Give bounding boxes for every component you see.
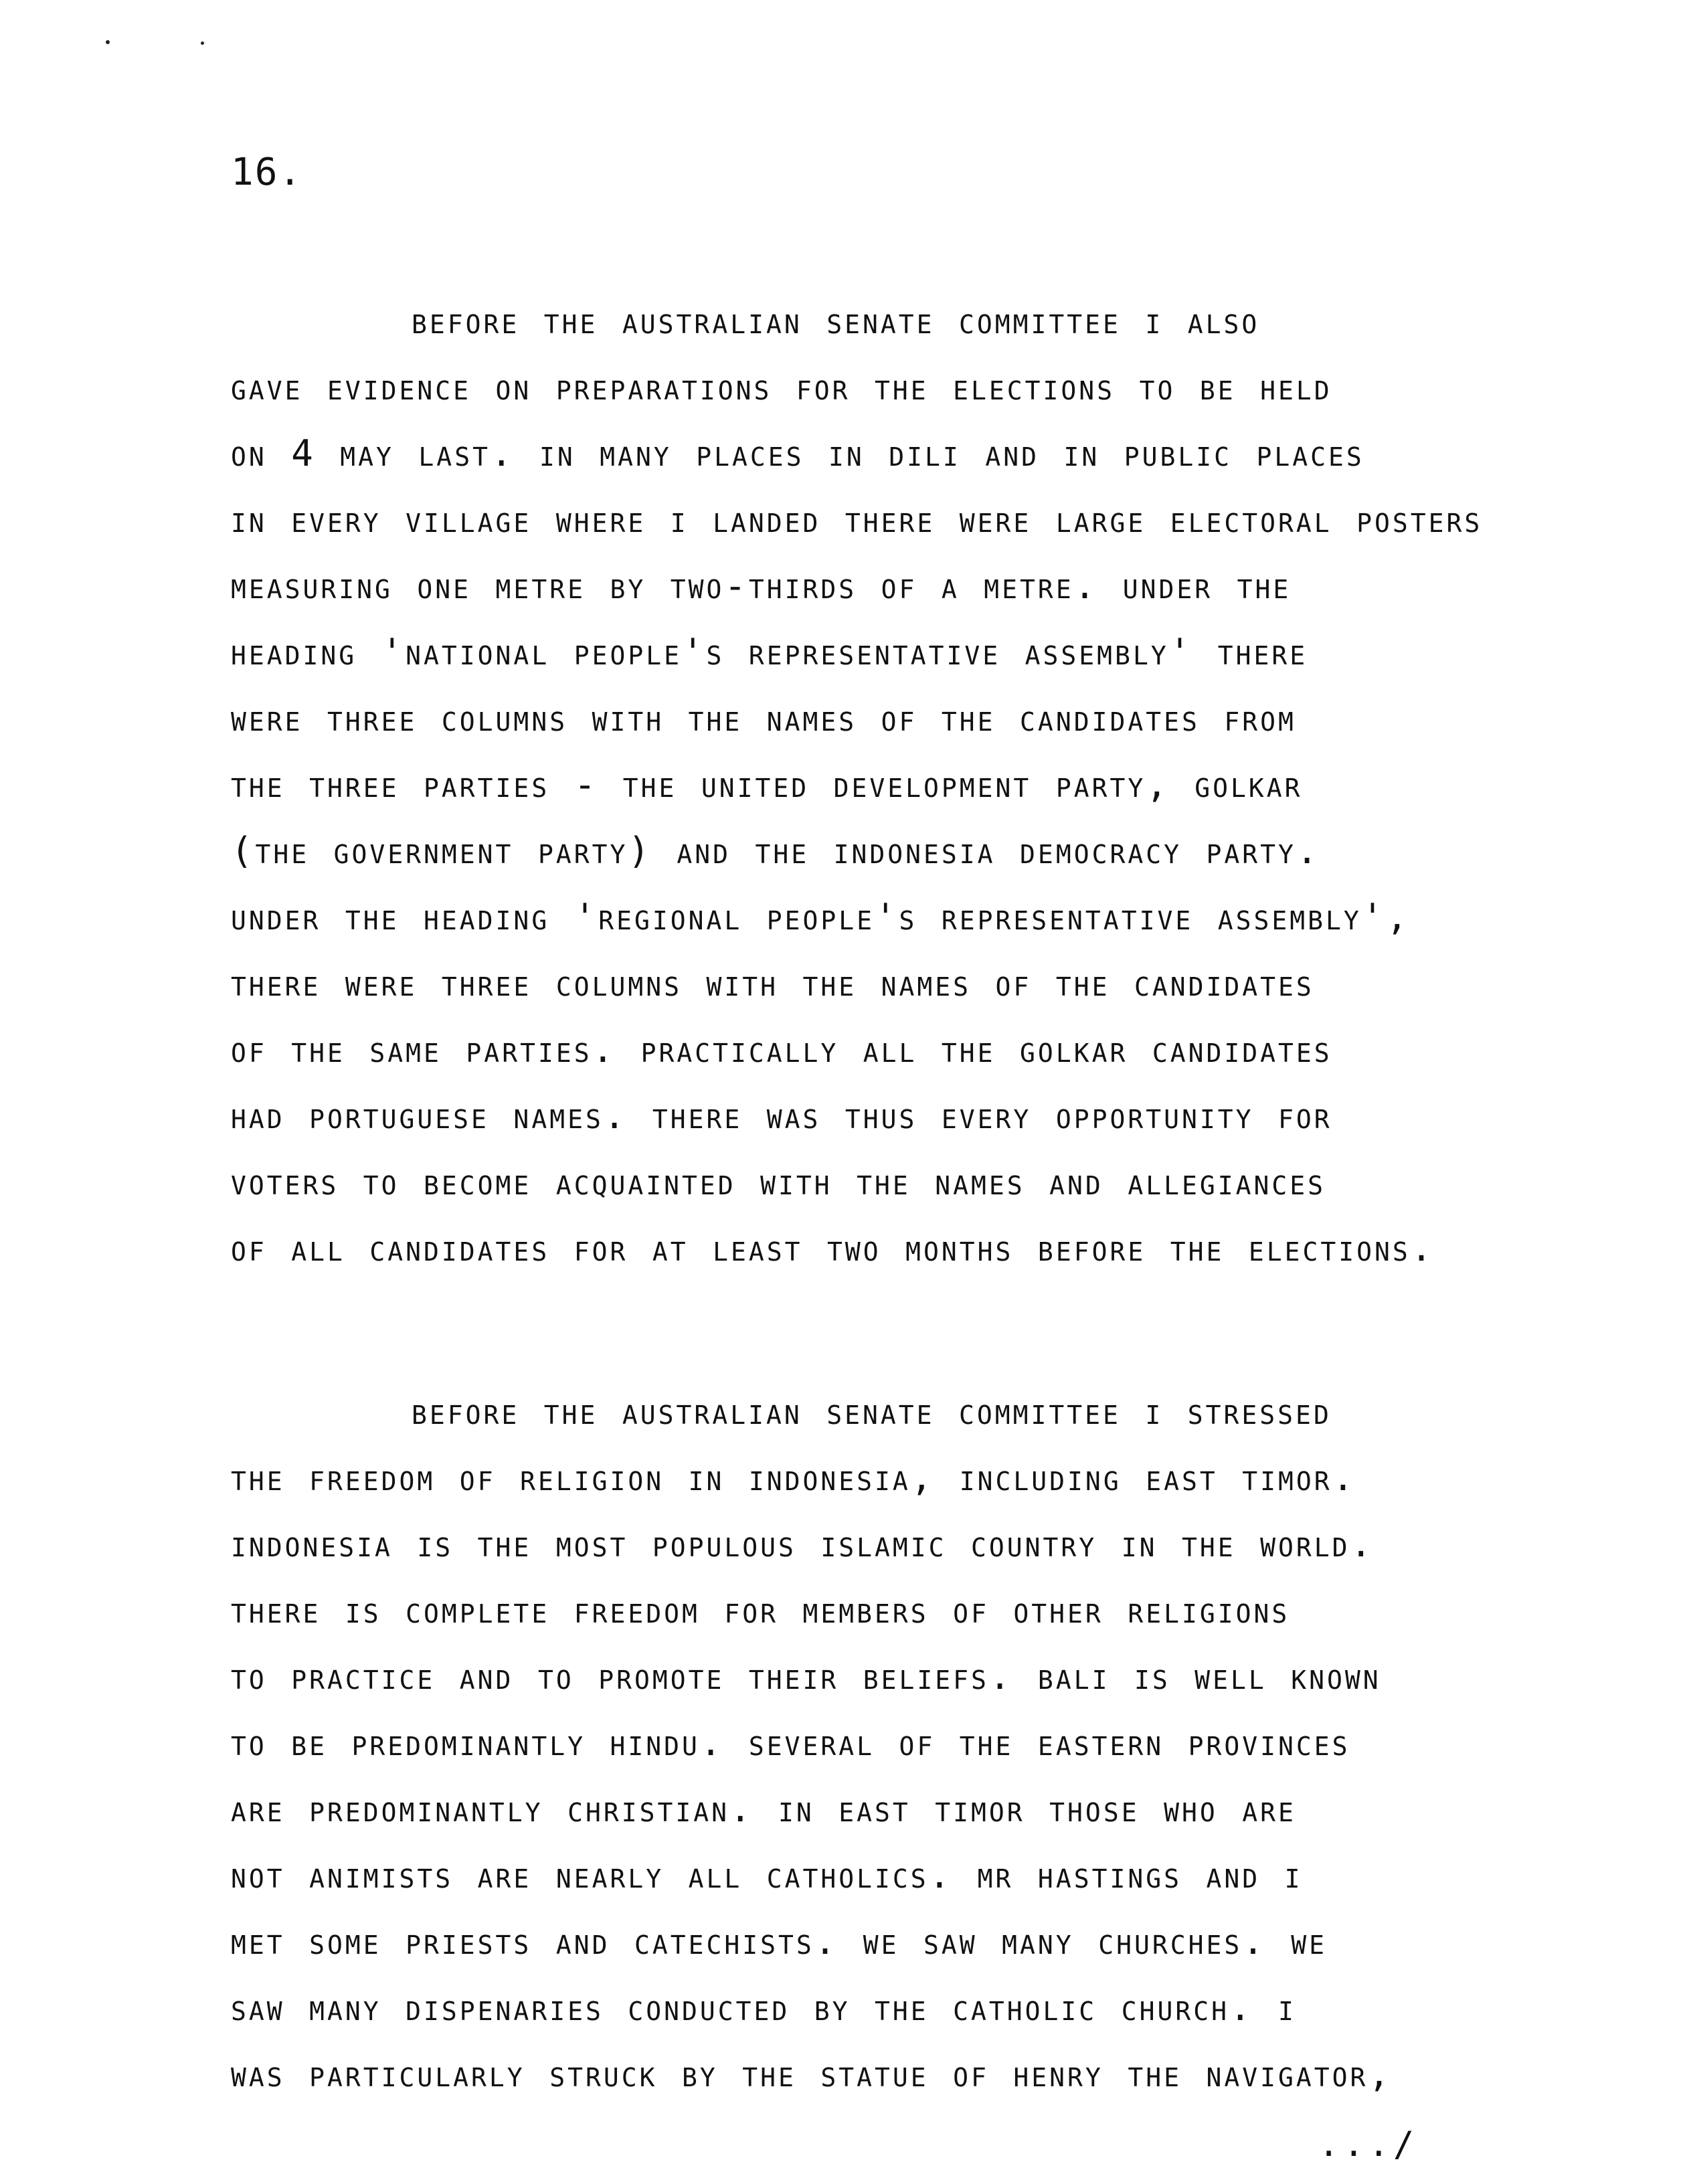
text-line: on 4 may last. in many places in dili and in public places: [231, 432, 1364, 474]
text-line: before the australian senate committee i also: [412, 300, 1260, 342]
text-line: under the heading 'regional people's representative assembly',: [231, 896, 1411, 938]
text-line: before the australian senate committee i stressed: [412, 1390, 1332, 1433]
text-line: in every village where i landed there were large electoral posters: [231, 498, 1483, 541]
scan-speck: [201, 41, 204, 45]
text-line: saw many dispenaries conducted by the catholic church. i: [231, 1987, 1296, 2029]
paragraph-elections: [231, 288, 1583, 1281]
text-line: there were three columns with the names of the candidates: [231, 962, 1314, 1004]
text-line: were three columns with the names of the candidates from: [231, 697, 1296, 739]
paragraph-religion: [231, 1378, 1583, 2107]
text-line: there is complete freedom for members of other religions: [231, 1589, 1290, 1631]
text-line: are predominantly christian. in east timor those who are: [231, 1788, 1296, 1830]
text-line: to practice and to promote their beliefs. bali is well known: [231, 1655, 1381, 1698]
text-line: heading 'national people's representative assembly' there: [231, 631, 1308, 673]
text-line: the three parties - the united development party, golkar: [231, 763, 1303, 806]
text-line: had portuguese names. there was thus every opportunity for: [231, 1095, 1332, 1137]
text-line: to be predominantly hindu. several of the eastern provinces: [231, 1722, 1350, 1764]
text-line: of the same parties. practically all the golkar candidates: [231, 1028, 1332, 1071]
scan-speck: [106, 40, 110, 44]
text-line: met some priests and catechists. we saw many churches. we: [231, 1920, 1328, 1963]
text-line: indonesia is the most populous islamic country in the world.: [231, 1523, 1375, 1565]
text-line: voters to become acquainted with the names and allegiances: [231, 1161, 1326, 1203]
continuation-mark: .../: [1318, 2124, 1419, 2165]
text-line: was particularly struck by the statue of henry the navigator,: [231, 2053, 1393, 2095]
text-line: gave evidence on preparations for the elections to be held: [231, 366, 1332, 408]
page-number: 16.: [231, 151, 303, 194]
text-line: measuring one metre by two-thirds of a metre. under the: [231, 565, 1292, 607]
text-line: of all candidates for at least two months before the elections.: [231, 1227, 1435, 1269]
text-line: (the government party) and the indonesia democracy party.: [231, 830, 1321, 872]
text-line: the freedom of religion in indonesia, including east timor.: [231, 1457, 1357, 1499]
text-line: not animists are nearly all catholics. mr hastings and i: [231, 1854, 1303, 1896]
